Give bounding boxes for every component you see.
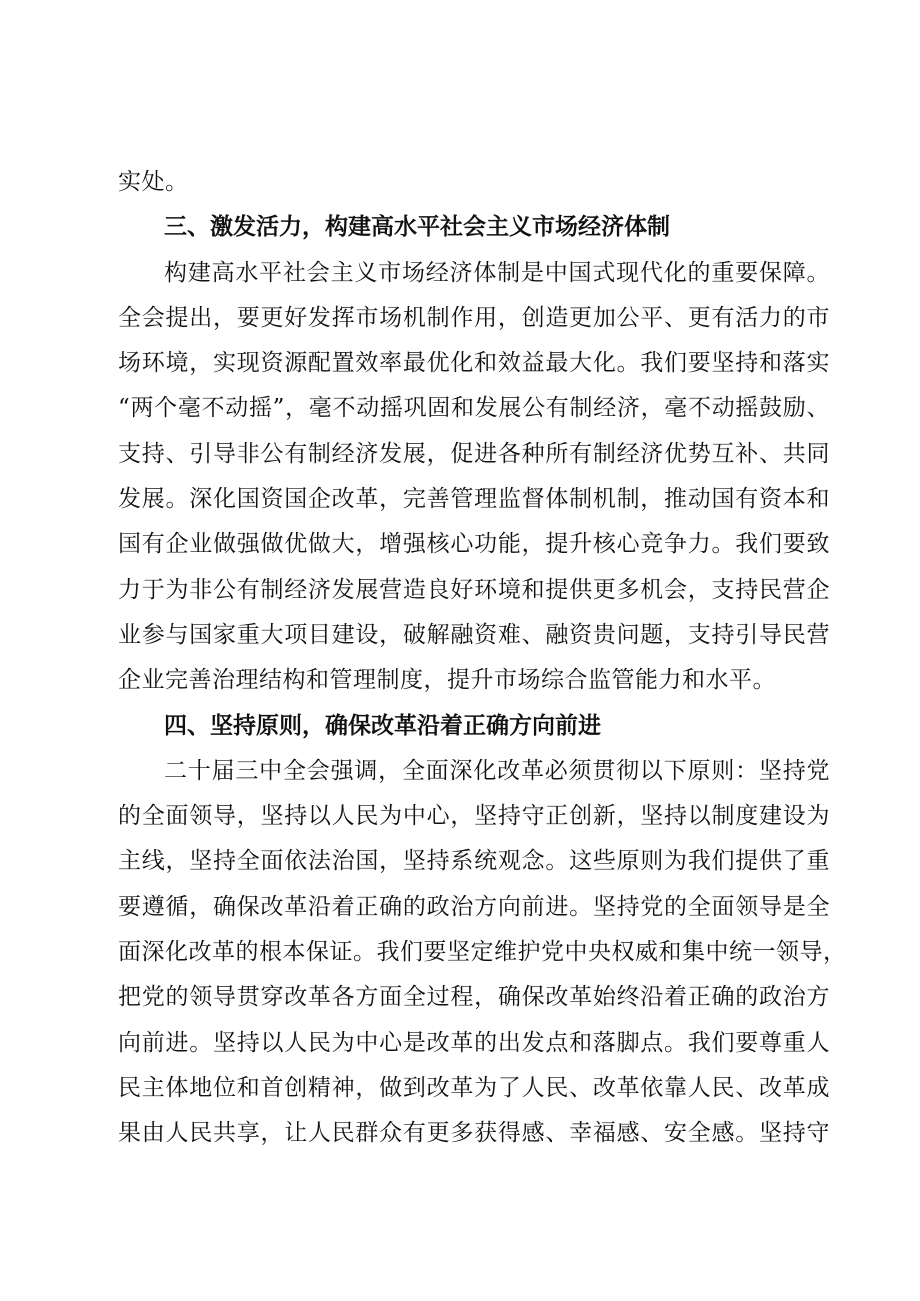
paragraph-line: 全会提出，要更好发挥市场机制作用，创造更加公平、更有活力的市 [118, 304, 830, 331]
paragraph-line: 面深化改革的根本保证。我们要坚定维护党中央权威和集中统一领导， [118, 939, 847, 966]
document-body [118, 160, 847, 1157]
paragraph-line: 向前进。坚持以人民为中心是改革的出发点和落脚点。我们要尊重人 [118, 1029, 830, 1056]
paragraph-line: 二十届三中全会强调，全面深化改革必须贯彻以下原则：坚持党 [164, 757, 830, 784]
paragraph-line: 国有企业做强做优做大，增强核心功能，提升核心竞争力。我们要致 [118, 531, 830, 558]
section-heading: 三、激发活力，构建高水平社会主义市场经济体制 [164, 214, 670, 241]
paragraph-line: 企业完善治理结构和管理制度，提升市场综合监管能力和水平。 [118, 667, 776, 694]
paragraph-line: 构建高水平社会主义市场经济体制是中国式现代化的重要保障。 [164, 259, 830, 286]
paragraph-line: 发展。深化国资国企改革，完善管理监督体制机制，推动国有资本和 [118, 486, 830, 513]
paragraph-line: 果由人民共享，让人民群众有更多获得感、幸福感、安全感。坚持守 [118, 1120, 830, 1147]
paragraph-line: 业参与国家重大项目建设，破解融资难、融资贵问题，支持引导民营 [118, 621, 830, 648]
paragraph-line: 支持、引导非公有制经济发展，促进各种所有制经济优势互补、共同 [118, 440, 830, 467]
section-heading: 四、坚持原则，确保改革沿着正确方向前进 [164, 712, 601, 739]
paragraph-line: 民主体地位和首创精神，做到改革为了人民、改革依靠人民、改革成 [118, 1074, 830, 1101]
paragraph-line: 实处。 [118, 169, 189, 195]
paragraph-line: 把党的领导贯穿改革各方面全过程，确保改革始终沿着正确的政治方 [118, 984, 830, 1011]
paragraph-line: 主线，坚持全面依法治国，坚持系统观念。这些原则为我们提供了重 [118, 848, 830, 875]
paragraph-line: “两个毫不动摇”，毫不动摇巩固和发展公有制经济，毫不动摇鼓励、 [118, 395, 830, 422]
paragraph-line: 力于为非公有制经济发展营造良好环境和提供更多机会，支持民营企 [118, 576, 830, 603]
paragraph-line: 场环境，实现资源配置效率最优化和效益最大化。我们要坚持和落实 [118, 350, 830, 377]
paragraph-line: 要遵循，确保改革沿着正确的政治方向前进。坚持党的全面领导是全 [118, 893, 830, 920]
paragraph-line: 的全面领导，坚持以人民为中心，坚持守正创新，坚持以制度建设为 [118, 803, 830, 830]
